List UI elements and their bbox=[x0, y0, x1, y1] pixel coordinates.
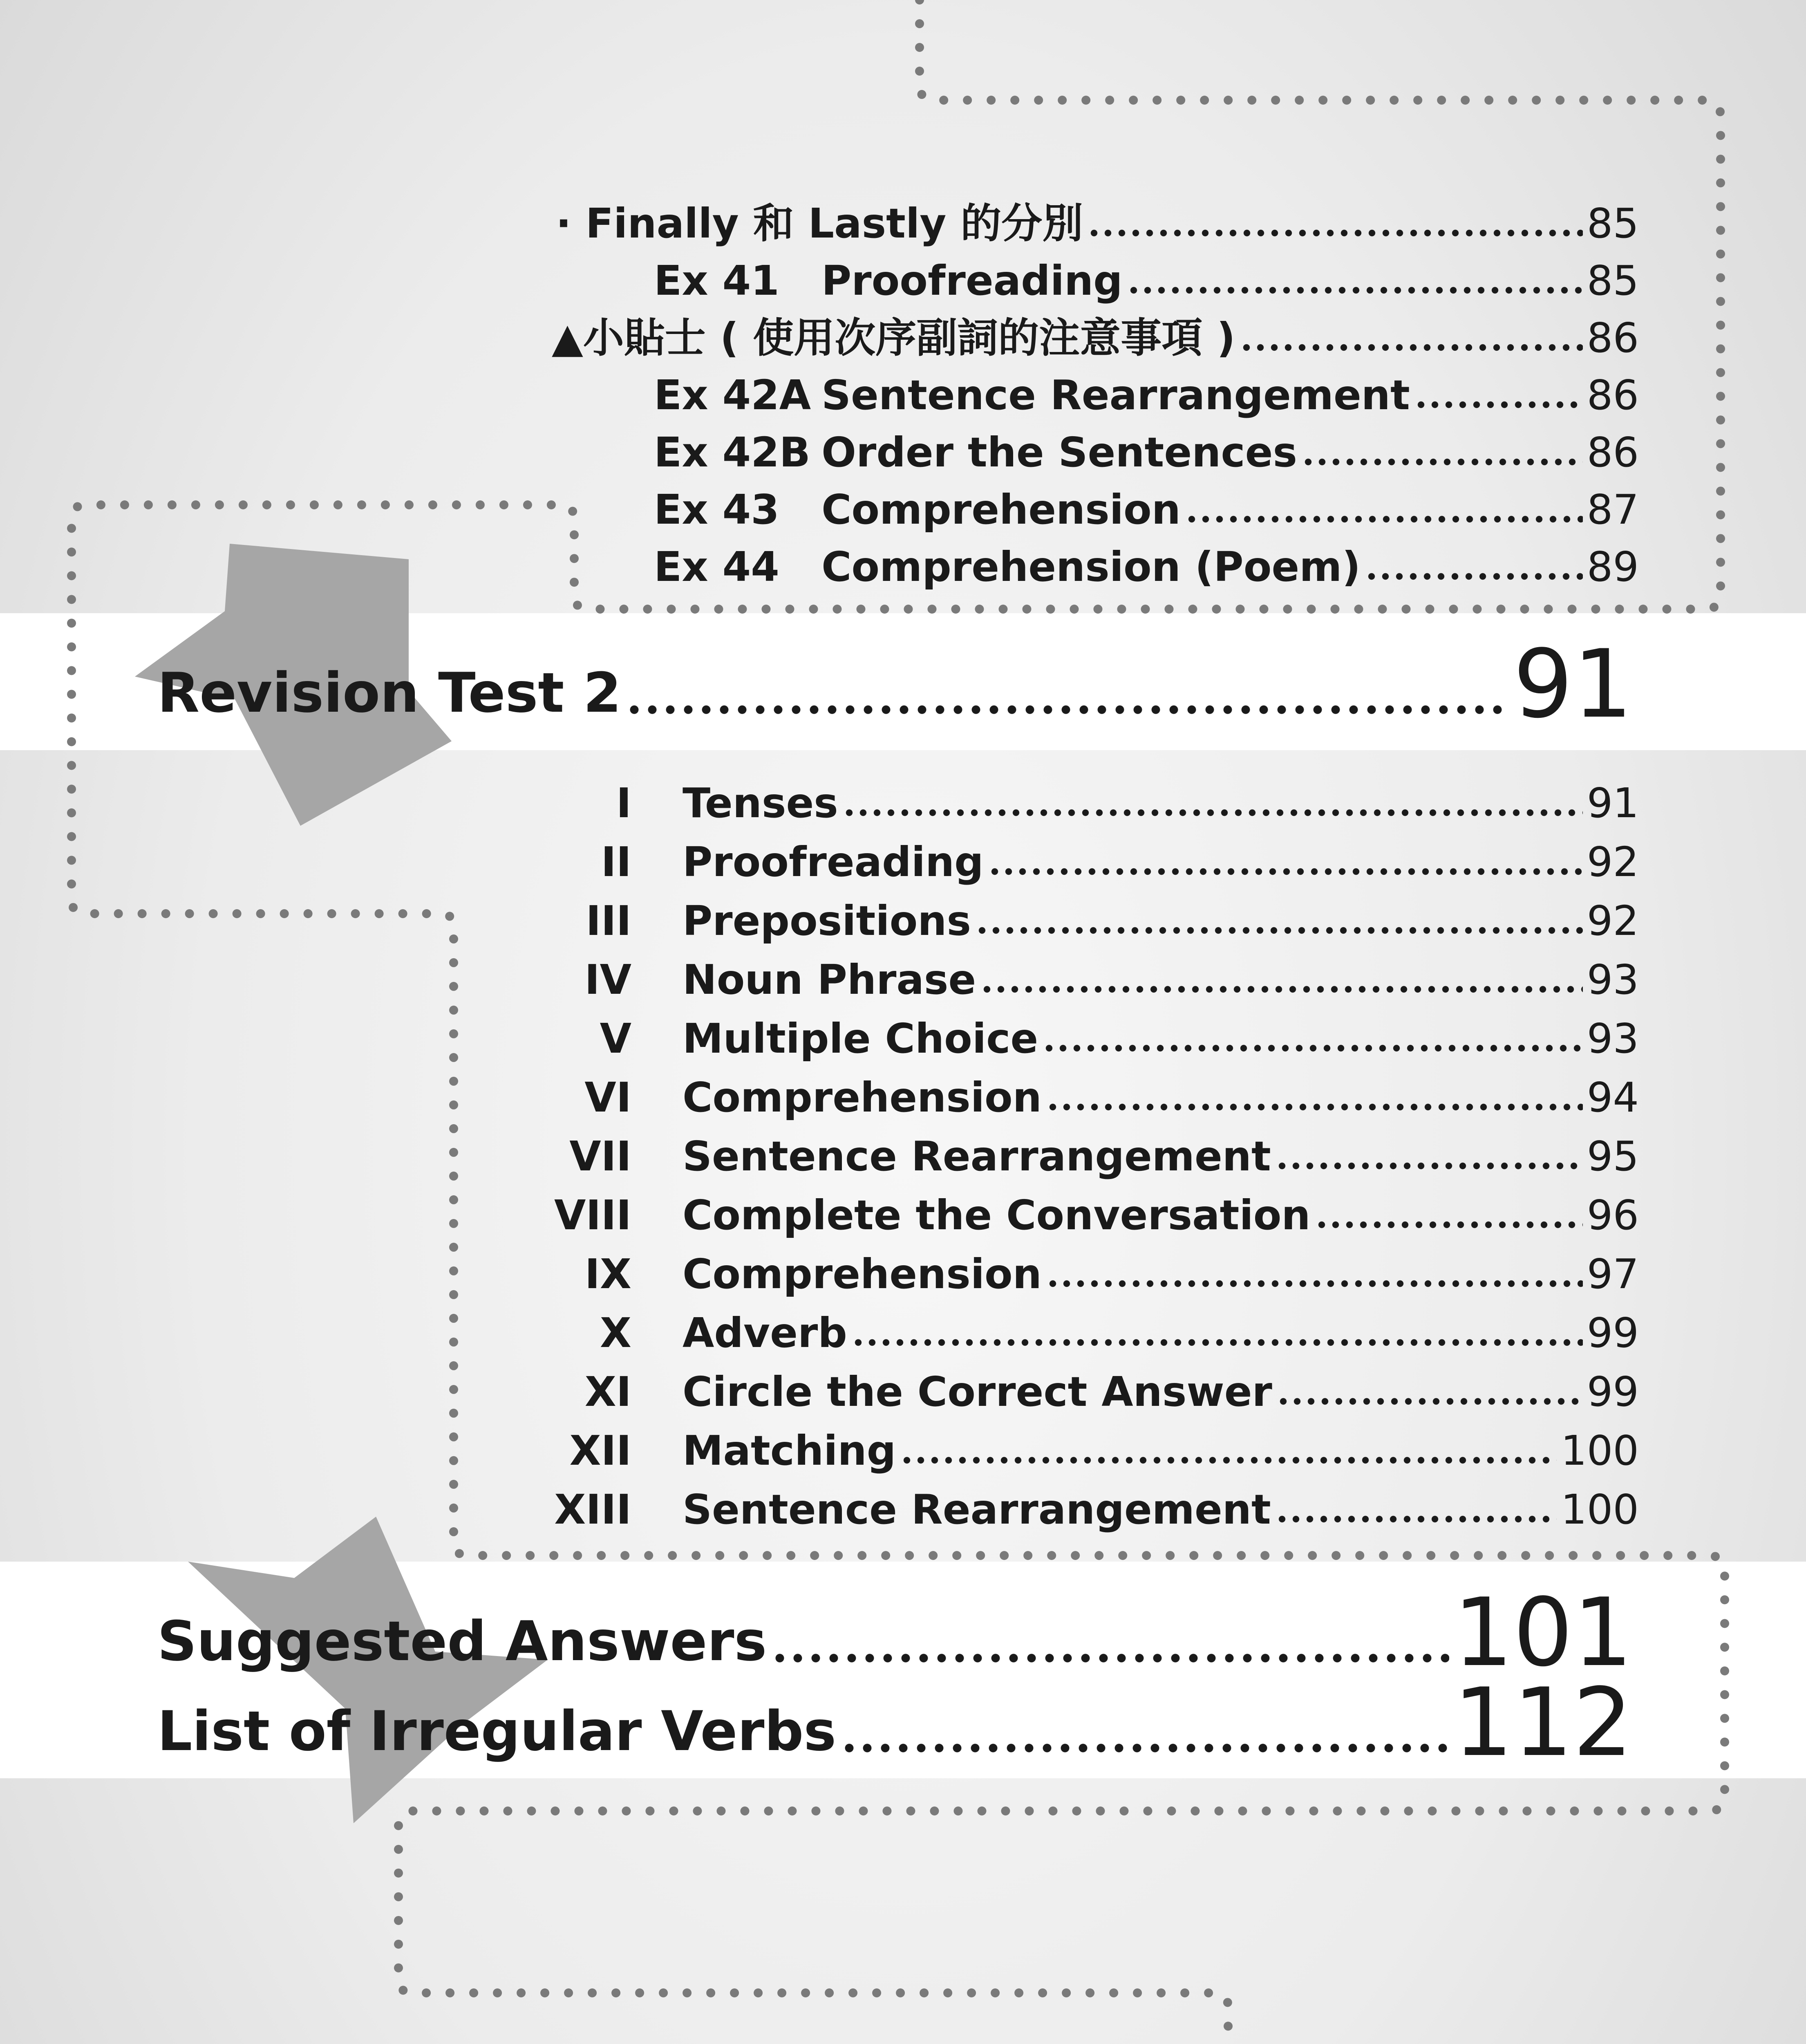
dot-leader bbox=[1365, 572, 1583, 581]
entry-title: Sentence Rearrangement bbox=[683, 1486, 1271, 1533]
toc-entry-rev-9[interactable] bbox=[544, 1250, 1639, 1299]
roman-numeral: XII bbox=[569, 1427, 631, 1475]
page-number: 91 bbox=[1513, 630, 1633, 739]
dot-leader bbox=[975, 926, 1583, 935]
entry-title: Suggested Answers bbox=[157, 1609, 767, 1673]
entry-label: ▲小貼士 ( 使用次序副詞的注意事項 ) bbox=[552, 314, 1235, 362]
toc-entry-rev-10[interactable] bbox=[544, 1309, 1639, 1358]
page-number: 96 bbox=[1587, 1191, 1639, 1239]
roman-numeral: IV bbox=[584, 956, 631, 1004]
dot-leader bbox=[1315, 1220, 1583, 1229]
roman-numeral: V bbox=[600, 1015, 631, 1062]
entry-number: Ex 42B bbox=[654, 428, 811, 476]
dot-leader bbox=[1240, 343, 1583, 352]
toc-entry-rev-6[interactable] bbox=[544, 1073, 1639, 1122]
toc-entry-rev-12[interactable] bbox=[544, 1426, 1639, 1475]
page-number: 97 bbox=[1587, 1250, 1639, 1298]
toc-entry-rev-7[interactable] bbox=[544, 1132, 1639, 1181]
roman-numeral: X bbox=[600, 1309, 631, 1357]
roman-numeral: VII bbox=[569, 1132, 631, 1180]
entry-title: Revision Test 2 bbox=[157, 661, 622, 725]
page-number: 91 bbox=[1587, 779, 1639, 827]
roman-numeral: XI bbox=[584, 1368, 631, 1416]
entry-number: Ex 42A bbox=[654, 371, 811, 419]
toc-entry-rev-4[interactable] bbox=[544, 955, 1639, 1004]
entry-title: Order the Sentences bbox=[821, 428, 1297, 476]
toc-entry-rev-11[interactable] bbox=[544, 1367, 1639, 1416]
toc-entry-irregular-verbs[interactable] bbox=[157, 1668, 1633, 1777]
page-number: 101 bbox=[1453, 1578, 1633, 1688]
entry-title: Multiple Choice bbox=[683, 1015, 1038, 1062]
toc-entry-rev-1[interactable] bbox=[544, 779, 1639, 828]
entry-title: Comprehension bbox=[683, 1250, 1042, 1298]
dot-leader bbox=[900, 1456, 1557, 1465]
dot-leader bbox=[1185, 515, 1583, 524]
entry-title: Circle the Correct Answer bbox=[683, 1368, 1272, 1416]
entry-title: Comprehension bbox=[683, 1074, 1042, 1121]
entry-title: Adverb bbox=[683, 1309, 847, 1357]
dot-leader bbox=[1042, 1044, 1583, 1053]
dot-leader bbox=[1301, 457, 1583, 466]
toc-entry-rev-5[interactable] bbox=[544, 1014, 1639, 1063]
entry-number: Ex 44 bbox=[654, 543, 779, 591]
dot-leader bbox=[851, 1338, 1583, 1347]
dot-leader bbox=[1127, 286, 1583, 295]
dot-leader bbox=[1276, 1397, 1583, 1406]
toc-entry-ex41[interactable] bbox=[654, 256, 1639, 305]
entry-title: Prepositions bbox=[683, 897, 971, 945]
page-number: 92 bbox=[1587, 838, 1639, 886]
page-number: 95 bbox=[1587, 1132, 1639, 1180]
page-number: 93 bbox=[1587, 956, 1639, 1004]
page-number: 99 bbox=[1587, 1368, 1639, 1416]
toc-entry-ex44[interactable] bbox=[654, 542, 1639, 592]
page-number: 94 bbox=[1587, 1074, 1639, 1121]
roman-numeral: IX bbox=[584, 1250, 631, 1298]
dot-leader bbox=[625, 704, 1509, 715]
page-number: 86 bbox=[1587, 428, 1639, 476]
dot-leader bbox=[980, 985, 1583, 994]
page-number: 92 bbox=[1587, 897, 1639, 945]
entry-title: Proofreading bbox=[683, 838, 984, 886]
page-number: 100 bbox=[1561, 1486, 1639, 1533]
entry-title: Matching bbox=[683, 1427, 896, 1475]
dot-leader bbox=[842, 808, 1583, 817]
dot-leader bbox=[1046, 1103, 1583, 1112]
entry-title: Sentence Rearrangement bbox=[821, 371, 1410, 419]
roman-numeral: VI bbox=[584, 1074, 631, 1121]
toc-entry-ex42a[interactable] bbox=[654, 371, 1639, 420]
toc-entry-rev-3[interactable] bbox=[544, 896, 1639, 946]
entry-label: · Finally 和 Lastly 的分別 bbox=[556, 199, 1083, 247]
entry-title: Comprehension (Poem) bbox=[821, 543, 1361, 591]
page-number: 87 bbox=[1587, 486, 1639, 533]
dot-leader bbox=[1087, 229, 1583, 238]
dot-leader bbox=[1275, 1161, 1583, 1170]
toc-entry-ex42b[interactable] bbox=[654, 428, 1639, 477]
dot-leader bbox=[1275, 1515, 1557, 1524]
entry-title: Sentence Rearrangement bbox=[683, 1132, 1271, 1180]
page-number: 100 bbox=[1561, 1427, 1639, 1475]
entry-title: List of Irregular Verbs bbox=[157, 1699, 837, 1763]
page-number: 93 bbox=[1587, 1015, 1639, 1062]
toc-entry-revision-test[interactable] bbox=[157, 630, 1633, 739]
page-number: 112 bbox=[1453, 1668, 1633, 1777]
entry-number: Ex 43 bbox=[654, 486, 779, 533]
roman-numeral: III bbox=[586, 897, 631, 945]
page-number: 85 bbox=[1587, 257, 1639, 305]
entry-title: Complete the Conversation bbox=[683, 1191, 1311, 1239]
toc-entry-finally[interactable] bbox=[556, 199, 1639, 248]
page-number: 85 bbox=[1587, 199, 1639, 247]
entry-title: Tenses bbox=[683, 779, 838, 827]
entry-number: Ex 41 bbox=[654, 257, 779, 305]
roman-numeral: XIII bbox=[554, 1486, 631, 1533]
dot-leader bbox=[771, 1652, 1449, 1664]
page-number: 86 bbox=[1587, 371, 1639, 419]
entry-title: Noun Phrase bbox=[683, 956, 976, 1004]
toc-entry-suggested-answers[interactable] bbox=[157, 1578, 1633, 1688]
dot-leader bbox=[988, 867, 1583, 876]
toc-entry-rev-8[interactable] bbox=[544, 1191, 1639, 1240]
page-number: 86 bbox=[1587, 314, 1639, 362]
roman-numeral: II bbox=[601, 838, 631, 886]
page-number: 89 bbox=[1587, 543, 1639, 591]
dot-leader bbox=[840, 1742, 1449, 1754]
entry-title: Comprehension bbox=[821, 486, 1181, 533]
toc-entry-ex43[interactable] bbox=[654, 485, 1639, 534]
page-number: 99 bbox=[1587, 1309, 1639, 1357]
entry-title: Proofreading bbox=[821, 257, 1123, 305]
roman-numeral: I bbox=[616, 779, 631, 827]
roman-numeral: VIII bbox=[554, 1191, 631, 1239]
toc-entry-tips[interactable] bbox=[552, 314, 1639, 363]
toc-entry-rev-2[interactable] bbox=[544, 838, 1639, 887]
dot-leader bbox=[1414, 400, 1583, 409]
dot-leader bbox=[1046, 1279, 1583, 1288]
toc-entry-rev-13[interactable] bbox=[544, 1485, 1639, 1534]
